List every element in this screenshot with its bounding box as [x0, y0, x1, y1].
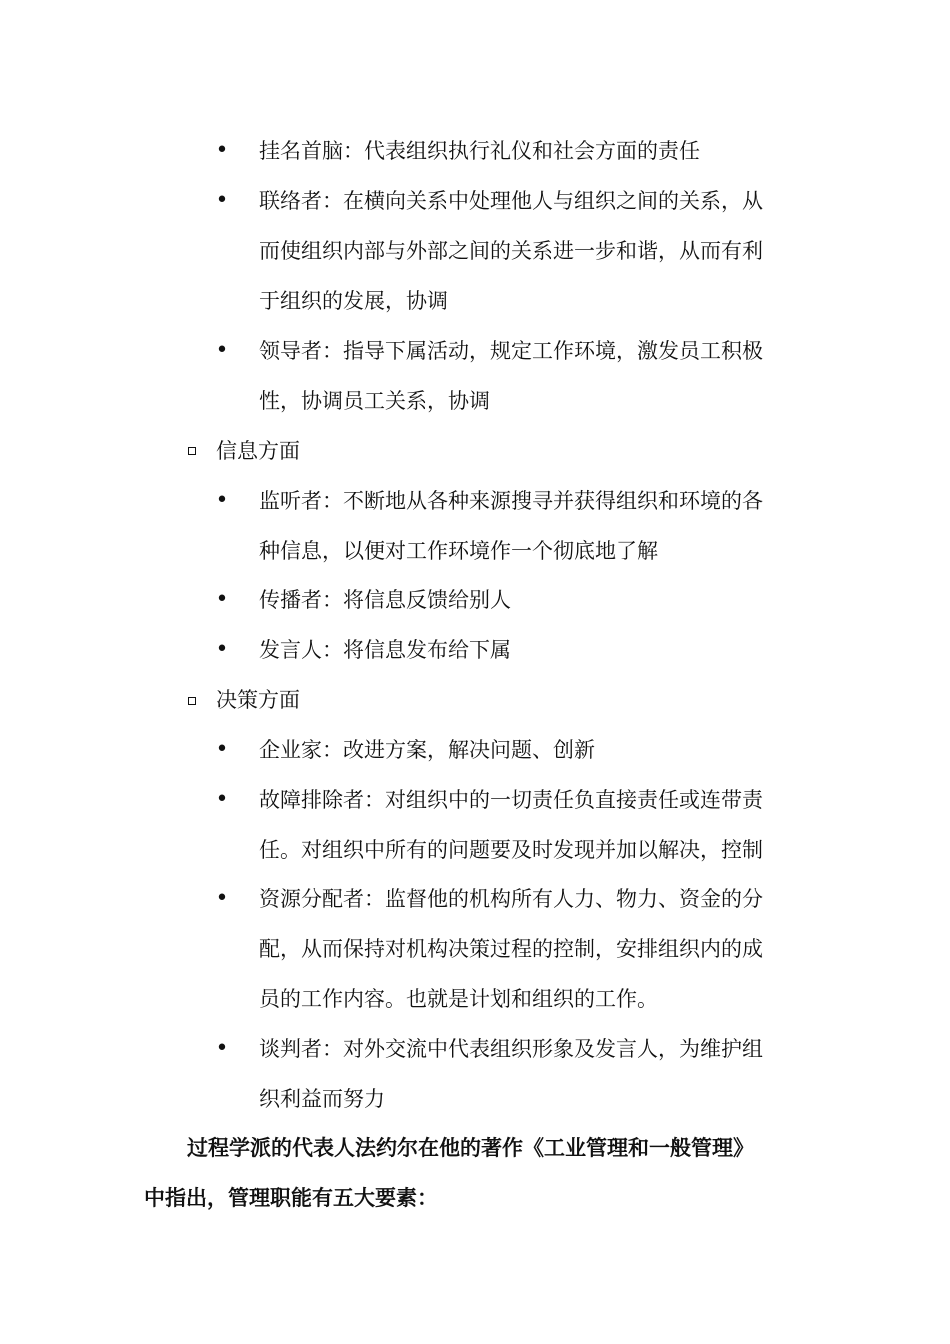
bullet-square-icon: [188, 697, 196, 705]
section-heading-information: 信息方面: [216, 439, 300, 463]
bullet-dot-icon: •: [215, 1036, 229, 1061]
section-heading-decision: 决策方面: [216, 688, 300, 712]
bullet-dot-icon: •: [215, 138, 229, 163]
closing-paragraph-line-1: 过程学派的代表人法约尔在他的著作《工业管理和一般管理》: [187, 1135, 754, 1160]
list-item-entrepreneur: 企业家：改进方案，解决问题、创新: [259, 738, 595, 762]
list-item-monitor-line-1: 监听者：不断地从各种来源搜寻并获得组织和环境的各: [259, 489, 763, 513]
list-item-liaison-line-1: 联络者：在横向关系中处理他人与组织之间的关系，从: [259, 189, 763, 213]
list-item-leader-line-2: 性，协调员工关系，协调: [259, 389, 490, 413]
bullet-dot-icon: •: [215, 587, 229, 612]
list-item-liaison-line-3: 于组织的发展，协调: [259, 289, 448, 313]
list-item-disturbance-handler-line-2: 任。对组织中所有的问题要及时发现并加以解决，控制: [259, 838, 763, 862]
list-item-negotiator-line-2: 织利益而努力: [259, 1087, 385, 1111]
list-item-figurehead: 挂名首脑：代表组织执行礼仪和社会方面的责任: [259, 139, 700, 163]
bullet-dot-icon: •: [215, 737, 229, 762]
bullet-dot-icon: •: [215, 886, 229, 911]
list-item-liaison-line-2: 而使组织内部与外部之间的关系进一步和谐，从而有利: [259, 239, 763, 263]
list-item-resource-allocator-line-3: 员的工作内容。也就是计划和组织的工作。: [259, 987, 658, 1011]
bullet-dot-icon: •: [215, 488, 229, 513]
bullet-square-icon: [188, 447, 196, 455]
list-item-disseminator: 传播者：将信息反馈给别人: [259, 588, 511, 612]
bullet-dot-icon: •: [215, 188, 229, 213]
list-item-disturbance-handler-line-1: 故障排除者：对组织中的一切责任负直接责任或连带责: [259, 788, 763, 812]
list-item-resource-allocator-line-2: 配，从而保持对机构决策过程的控制，安排组织内的成: [259, 937, 763, 961]
list-item-monitor-line-2: 种信息，以便对工作环境作一个彻底地了解: [259, 539, 658, 563]
list-item-negotiator-line-1: 谈判者：对外交流中代表组织形象及发言人，为维护组: [259, 1037, 763, 1061]
bullet-dot-icon: •: [215, 338, 229, 363]
list-item-leader-line-1: 领导者：指导下属活动，规定工作环境，激发员工积极: [259, 339, 763, 363]
bullet-dot-icon: •: [215, 787, 229, 812]
bullet-dot-icon: •: [215, 637, 229, 662]
list-item-spokesperson: 发言人：将信息发布给下属: [259, 638, 511, 662]
list-item-resource-allocator-line-1: 资源分配者：监督他的机构所有人力、物力、资金的分: [259, 887, 763, 911]
closing-paragraph-line-2: 中指出，管理职能有五大要素：: [144, 1185, 438, 1210]
